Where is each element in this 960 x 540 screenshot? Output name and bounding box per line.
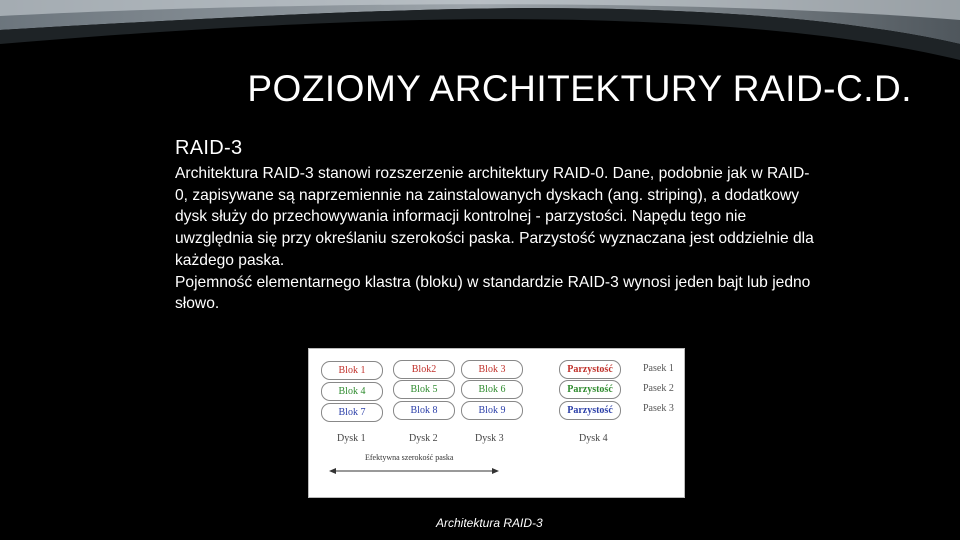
stripe-label: Pasek 3: [643, 403, 674, 414]
stripe-label: Pasek 1: [643, 363, 674, 374]
block-cell: Blok 1: [321, 361, 383, 380]
disk-label: Dysk 4: [579, 433, 608, 444]
block-cell: Blok 5: [393, 380, 455, 399]
disk-label: Dysk 3: [475, 433, 504, 444]
block-cell: Blok 7: [321, 403, 383, 422]
diagram-caption: Architektura RAID-3: [436, 516, 543, 530]
parity-cell: Parzystość: [559, 380, 621, 399]
slide-title: POZIOMY ARCHITEKTURY RAID-C.D.: [247, 68, 912, 109]
disk-label: Dysk 2: [409, 433, 438, 444]
body-paragraph-1: Architektura RAID-3 stanowi rozszerzenie architektury RAID-0. Dane, podobnie jak w RAID-0, zapisywane są naprzemiennie na zainstalowanych dyskach (ang. striping), a dodatkowy dysk służy do przechowywania informacji kontrolnej - parzystości. Napędu tego nie uwzględnia się przy określaniu szerokości paska. Parzystość wyznaczana jest oddzielnie dla każdego paska.: [175, 165, 814, 269]
block-cell: Blok2: [393, 360, 455, 379]
effective-width-arrow: [329, 466, 499, 476]
parity-cell: Parzystość: [559, 401, 621, 420]
block-cell: Blok 9: [461, 401, 523, 420]
block-cell: Blok 4: [321, 382, 383, 401]
raid3-diagram: [308, 348, 685, 498]
slide-body: [175, 163, 815, 315]
decorative-top-band: [0, 0, 960, 60]
block-cell: Blok 3: [461, 360, 523, 379]
stripe-label: Pasek 2: [643, 383, 674, 394]
slide-subtitle: RAID-3: [175, 137, 243, 159]
disk-label: Dysk 1: [337, 433, 366, 444]
body-paragraph-2: Pojemność elementarnego klastra (bloku) w standardzie RAID-3 wynosi jeden bajt lub jedno słowo.: [175, 273, 811, 313]
parity-cell: Parzystość: [559, 360, 621, 379]
block-cell: Blok 8: [393, 401, 455, 420]
block-cell: Blok 6: [461, 380, 523, 399]
effective-width-label: Efektywna szerokość paska: [365, 453, 454, 462]
